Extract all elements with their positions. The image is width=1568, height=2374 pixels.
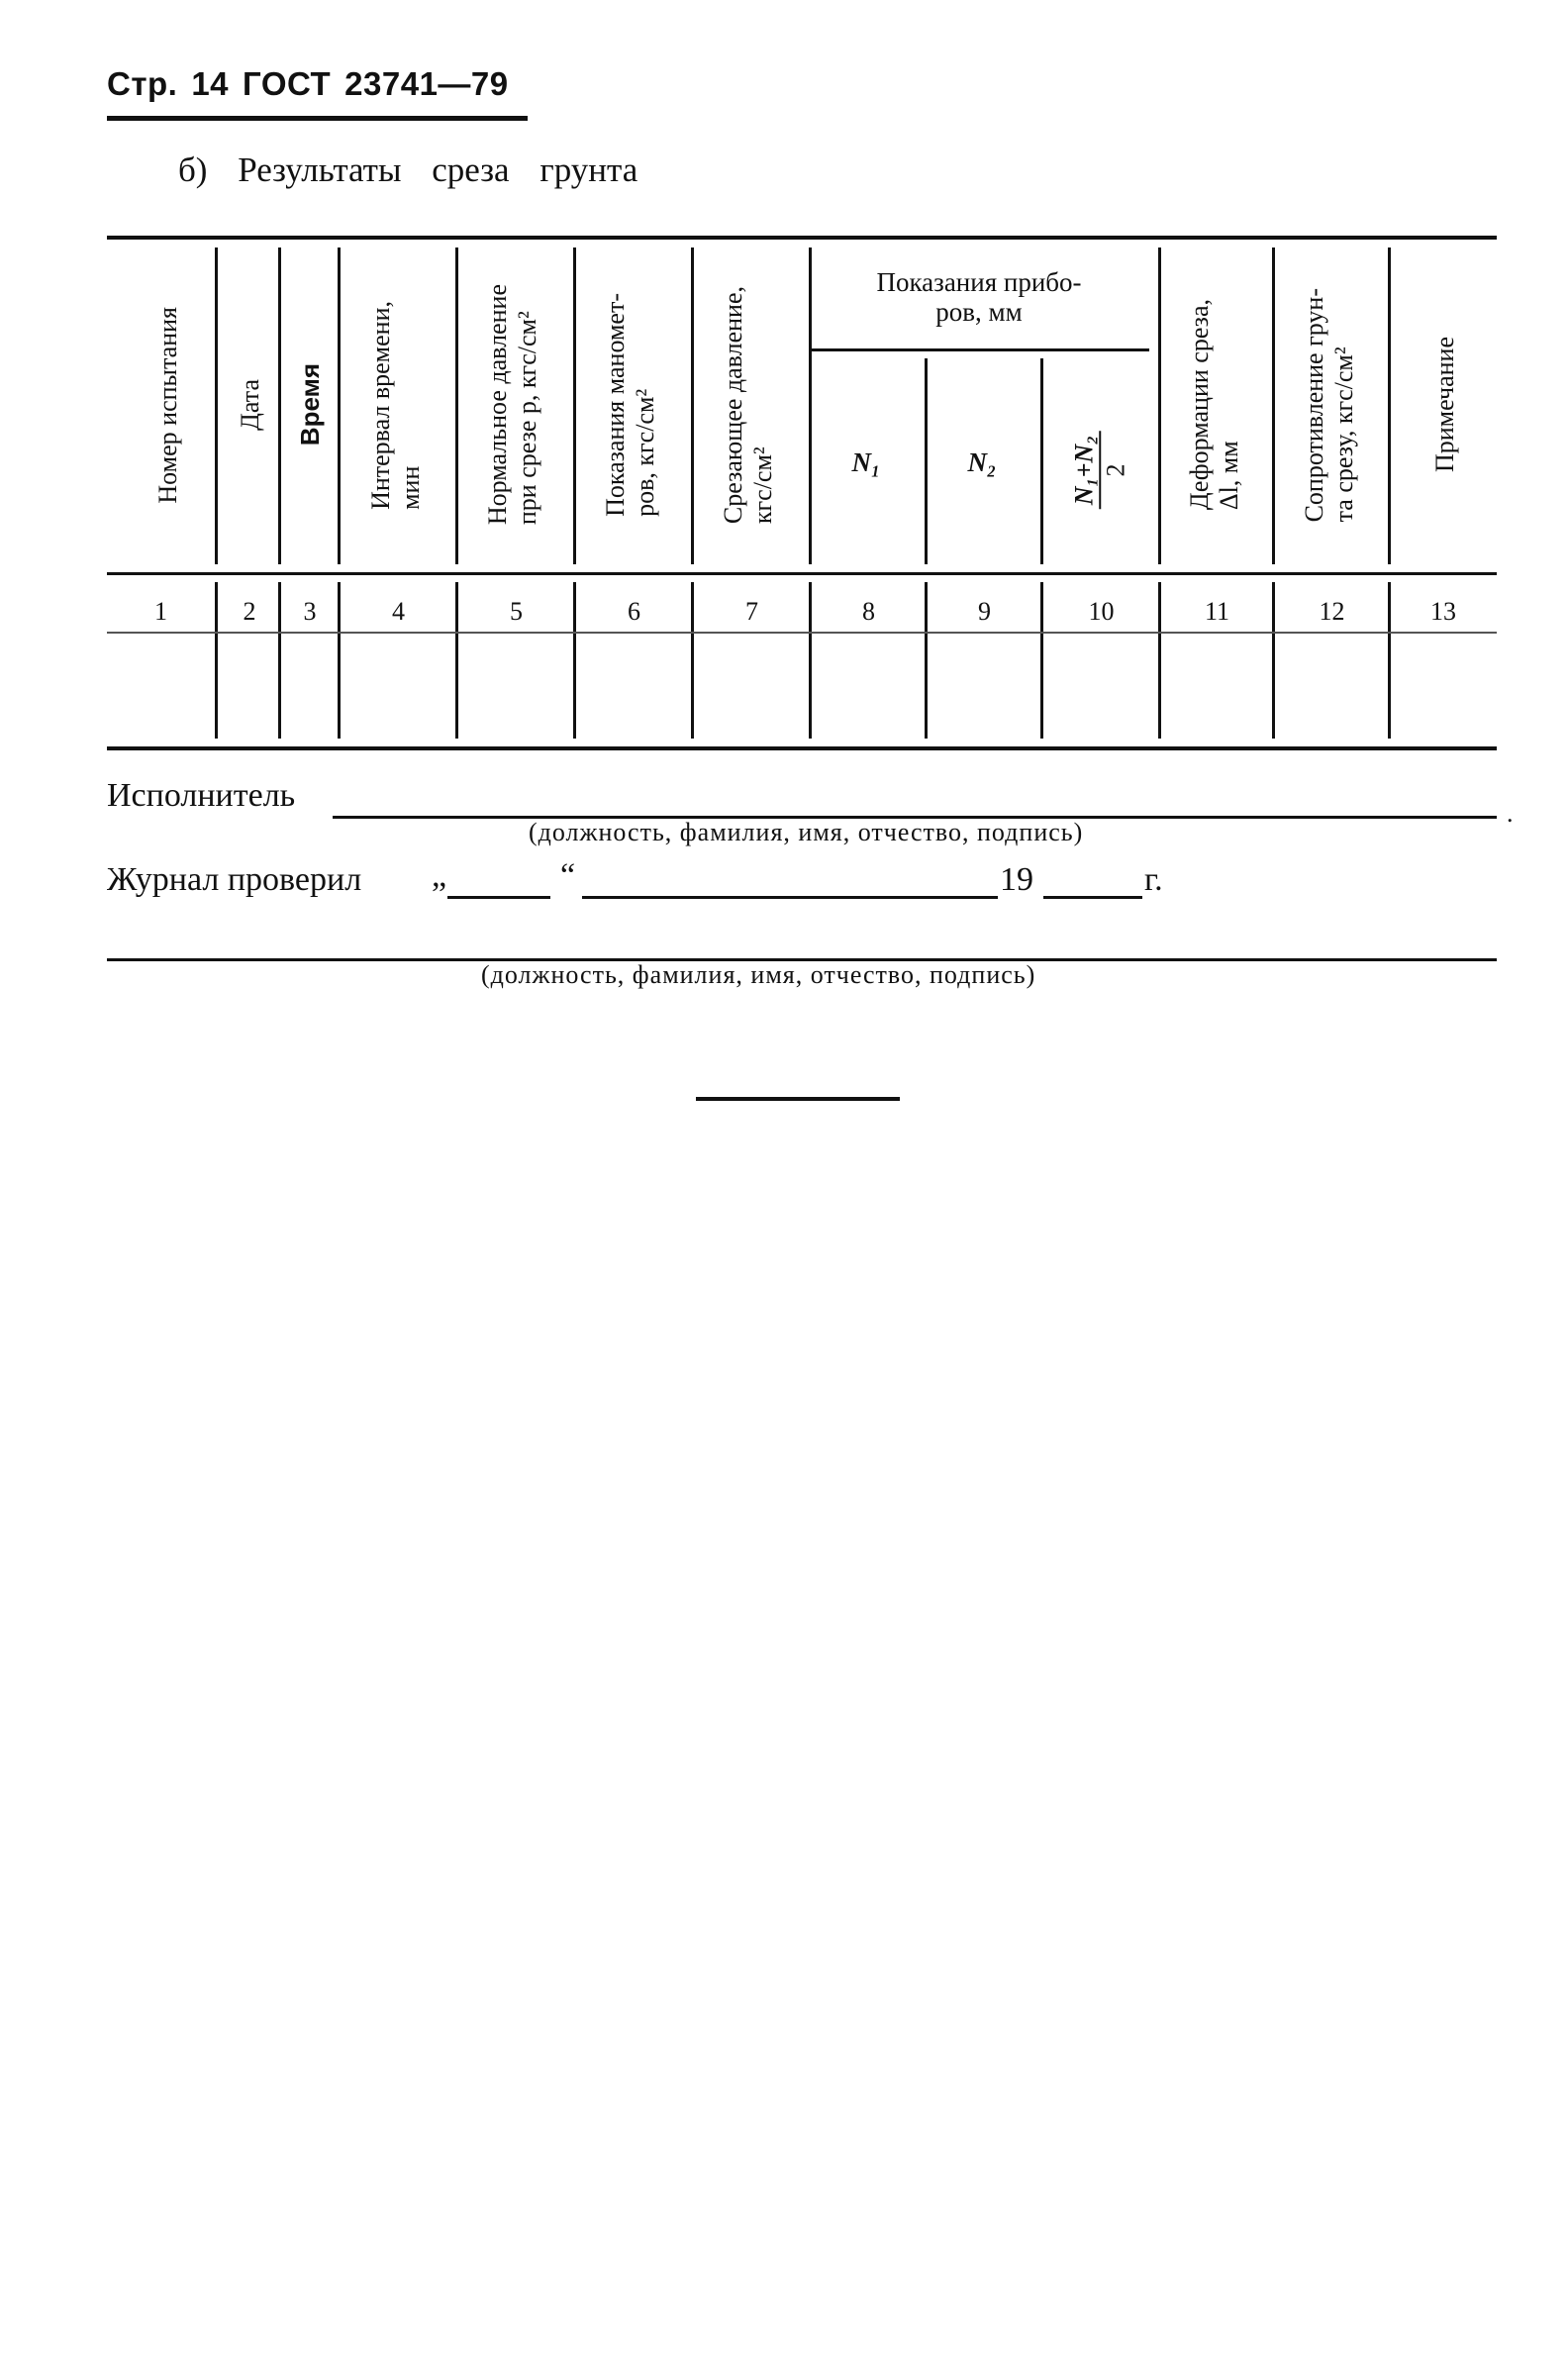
col-divider bbox=[338, 247, 341, 564]
table-top-rule bbox=[107, 236, 1497, 240]
col-header-text: Показания маномет- ров, кгс/см² bbox=[601, 293, 659, 517]
col-header-6 bbox=[581, 247, 680, 562]
formula-denominator: 2 bbox=[1101, 463, 1129, 477]
col-header-text: Дата bbox=[236, 379, 264, 431]
standard-number: 23741—79 bbox=[344, 65, 509, 102]
col-header-3 bbox=[287, 247, 333, 562]
col-header-text: Примечание bbox=[1430, 337, 1459, 473]
col-header-13 bbox=[1391, 247, 1500, 562]
col-number: 12 bbox=[1319, 597, 1345, 626]
col-header-8: N₁ bbox=[851, 447, 881, 477]
col-number: 8 bbox=[862, 597, 875, 626]
col-header-12 bbox=[1275, 247, 1384, 562]
col-header-text: Срезающее давление, кгс/см² bbox=[719, 285, 777, 525]
col-header-2 bbox=[228, 247, 273, 562]
year-prefix: 19 bbox=[1000, 861, 1033, 898]
col-header-text: Нормальное давление при срезе p, кгс/см² bbox=[483, 284, 541, 526]
col-header-text: Деформации среза, Δl, мм bbox=[1185, 299, 1243, 511]
col-header-text: Сопротивление грун- та срезу, кгс/см² bbox=[1300, 287, 1358, 523]
col-number: 7 bbox=[745, 597, 758, 626]
group-header-rule bbox=[809, 348, 1149, 351]
col-header-11 bbox=[1160, 247, 1269, 562]
performer-label: Исполнитель bbox=[107, 777, 296, 814]
journal-label: Журнал проверил bbox=[107, 861, 362, 898]
standard-label: ГОСТ bbox=[243, 65, 332, 102]
checker-caption: (должность, фамилия, имя, отчество, подпись) bbox=[481, 960, 1036, 989]
col-header-7 bbox=[699, 247, 798, 562]
col-number: 2 bbox=[243, 597, 256, 626]
col-header-5 bbox=[463, 247, 562, 562]
col-header-4 bbox=[346, 247, 445, 562]
table-bottom-rule bbox=[107, 746, 1497, 750]
col-number: 3 bbox=[303, 597, 317, 626]
group-header: Показания прибо- ров, мм bbox=[876, 267, 1082, 327]
col-header-1 bbox=[139, 247, 198, 562]
col-divider bbox=[278, 247, 281, 564]
col-number: 4 bbox=[392, 597, 405, 626]
row-separator bbox=[107, 632, 1497, 634]
col-header-10 bbox=[1045, 396, 1154, 544]
col-header-text: Время bbox=[295, 363, 325, 446]
page-label: Стр. bbox=[107, 65, 178, 102]
col-divider bbox=[573, 247, 576, 564]
col-number: 1 bbox=[154, 597, 167, 626]
year-line bbox=[1043, 896, 1142, 899]
day-line bbox=[447, 896, 550, 899]
col-header-9: N₂ bbox=[967, 447, 997, 477]
col-number: 5 bbox=[510, 597, 523, 626]
col-number: 9 bbox=[978, 597, 991, 626]
performer-caption: (должность, фамилия, имя, отчество, подпись) bbox=[529, 818, 1084, 846]
close-quote: “ bbox=[560, 857, 576, 894]
end-rule bbox=[696, 1097, 900, 1101]
page-header bbox=[107, 65, 523, 103]
col-divider bbox=[455, 247, 458, 564]
col-number: 10 bbox=[1088, 597, 1115, 626]
col-header-text: Интервал времени, мин bbox=[366, 300, 425, 510]
col-divider bbox=[691, 247, 694, 564]
col-number: 6 bbox=[628, 597, 640, 626]
section-title: б) Результаты среза грунта bbox=[178, 150, 638, 189]
header-bottom-rule bbox=[107, 572, 1497, 575]
col-divider bbox=[215, 247, 218, 564]
trailing-dot: . bbox=[1507, 799, 1515, 828]
header-rule bbox=[107, 116, 528, 121]
page-number: 14 bbox=[191, 65, 230, 102]
formula-numerator: N₁+N₂ bbox=[1069, 432, 1101, 510]
col-number: 13 bbox=[1430, 597, 1456, 626]
col-number: 11 bbox=[1204, 597, 1230, 626]
col-divider bbox=[1040, 358, 1043, 564]
month-line bbox=[582, 896, 998, 899]
year-suffix: г. bbox=[1144, 861, 1163, 898]
open-quote: „ bbox=[432, 857, 447, 894]
col-header-text: Номер испытания bbox=[153, 306, 182, 504]
